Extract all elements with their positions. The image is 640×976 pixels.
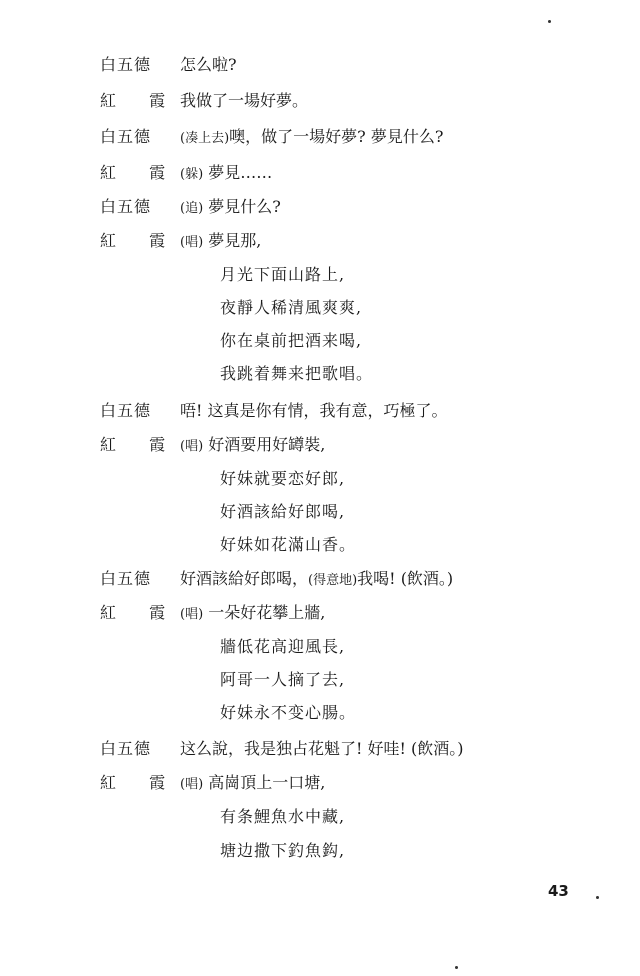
verse-text: 有条鯉魚水中藏,: [220, 807, 346, 826]
speaker-name: 白五德: [100, 197, 152, 216]
dialogue-text: 这么說，我是独占花魁了! 好哇! (飲酒。): [180, 739, 464, 758]
verse-text: 月光下面山路上,: [220, 265, 346, 284]
stage-direction: (唱): [180, 439, 204, 454]
dialogue-text: (凑上去)噢，做了一場好夢? 夢見什么?: [180, 127, 444, 146]
verse-text: 你在桌前把酒来喝,: [220, 331, 363, 350]
speaker-name: 白五德: [100, 569, 152, 588]
scan-speck: [455, 966, 458, 969]
stage-direction: (凑上去): [180, 131, 230, 146]
dialogue-text: 好酒該給好郎喝，(得意地)我喝! (飲酒。): [180, 569, 454, 588]
speaker-name: 紅 霞: [100, 163, 180, 182]
dialogue-text: (唱) 夢見那,: [180, 231, 262, 250]
scan-speck: [596, 896, 599, 899]
dialogue-text: 我做了一場好夢。: [180, 91, 309, 110]
dialogue-text: (唱) 高崗頂上一口塘,: [180, 773, 326, 792]
stage-direction: (得意地): [308, 573, 358, 588]
stage-direction: (躲): [180, 167, 204, 182]
verse-text: 我跳着舞来把歌唱。: [220, 364, 374, 383]
stage-direction: (唱): [180, 607, 204, 622]
verse-text: 好酒該給好郎喝,: [220, 502, 346, 521]
verse-text: 好妹如花滿山香。: [220, 535, 357, 554]
speaker-name: 紅 霞: [100, 435, 180, 454]
dialogue-text: 怎么啦?: [180, 55, 237, 74]
speaker-name: 紅 霞: [100, 231, 180, 250]
verse-text: 牆低花高迎風長,: [220, 637, 346, 656]
speaker-name: 紅 霞: [100, 91, 180, 110]
dialogue-text: (唱) 一朵好花攀上牆,: [180, 603, 326, 622]
verse-text: 好妹永不变心腸。: [220, 703, 357, 722]
speaker-name: 紅 霞: [100, 603, 180, 622]
speaker-name: 白五德: [100, 55, 152, 74]
dialogue-text: 唔! 这真是你有情，我有意，巧極了。: [180, 401, 448, 420]
dialogue-text: (躲) 夢見……: [180, 163, 273, 182]
verse-text: 塘边撒下釣魚鈎,: [220, 841, 346, 860]
page-number: 43: [548, 882, 569, 900]
dialogue-text: (唱) 好酒要用好罇裝,: [180, 435, 326, 454]
stage-direction: (追): [180, 201, 204, 216]
speaker-name: 白五德: [100, 401, 152, 420]
speaker-name: 白五德: [100, 127, 152, 146]
stage-direction: (唱): [180, 777, 204, 792]
speaker-name: 紅 霞: [100, 773, 180, 792]
verse-text: 好妹就要恋好郎,: [220, 469, 346, 488]
stage-direction: (唱): [180, 235, 204, 250]
verse-text: 夜靜人稀清風爽爽,: [220, 298, 363, 317]
verse-text: 阿哥一人摘了去,: [220, 670, 346, 689]
scan-speck: [548, 20, 551, 23]
dialogue-text: (追) 夢見什么?: [180, 197, 281, 216]
speaker-name: 白五德: [100, 739, 152, 758]
